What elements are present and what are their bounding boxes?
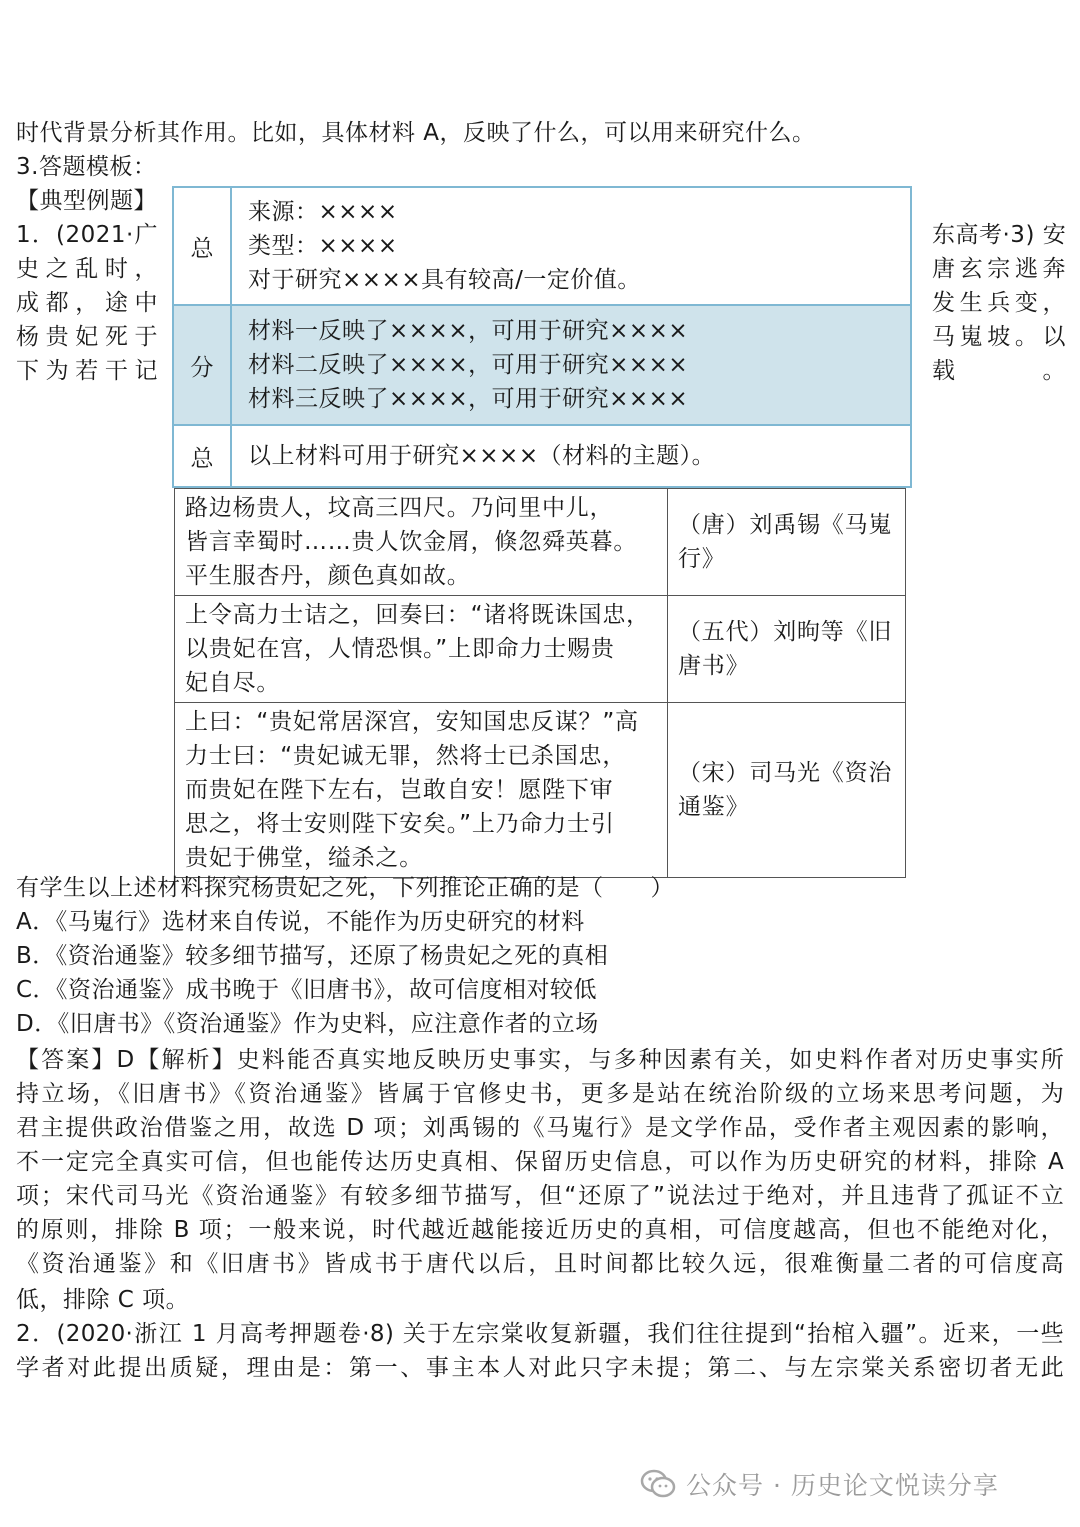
template-line: 来源：××××: [248, 199, 398, 225]
template-row-detail: [172, 304, 912, 426]
sources-table: [174, 488, 906, 878]
template-line: 以上材料可用于研究××××（材料的主题）。: [248, 443, 716, 469]
source-quote: 路边杨贵人，坟高三四尺。乃问里中儿， 皆言幸蜀时……贵人饮金屑，倏忽舜英暮。 平生服杏丹，颜色真如故。: [175, 489, 668, 596]
template-label: 分: [174, 306, 232, 424]
template-label: 总: [174, 188, 232, 304]
source-quote: 上令高力士诘之，回奏曰：“诸将既诛国忠， 以贵妃在宫，人情恐惧。”上即命力士赐贵 妃自尽。: [175, 596, 668, 703]
template-line: 类型：××××: [248, 233, 398, 259]
source-citation: （唐）刘禹锡《马嵬 行》: [668, 489, 906, 596]
answer-line: 【答案】D【解析】史料能否真实地反映历史事实，与多种因素有关，如史料作者对历史事实所: [16, 1047, 1064, 1073]
example-heading: 【典型例题】: [16, 188, 157, 214]
template-line: 材料一反映了××××，可用于研究××××: [248, 318, 689, 344]
watermark: [640, 1462, 999, 1506]
question-1-right-text: 东高考·3) 安 唐玄宗逃奔 发生兵变， 马嵬坡。以 载。: [932, 222, 1067, 384]
template-line: 材料二反映了××××，可用于研究××××: [248, 352, 689, 378]
option-b: B．《资治通鉴》较多细节描写，还原了杨贵妃之死的真相: [16, 943, 609, 969]
template-row-summary-bottom: [172, 424, 912, 488]
wechat-icon: [640, 1469, 676, 1499]
question-2-line: 2．(2020·浙江 1 月高考押题卷·8) 关于左宗棠收复新疆，我们往往提到“抬棺入疆”。近来，一些: [16, 1321, 1064, 1347]
table-row: [175, 703, 906, 878]
question-1-left-text: 1．(2021·广 史之乱时， 成都，途中 杨贵妃死于 下为若干记: [16, 222, 158, 384]
question-2-line: 学者对此提出质疑，理由是：第一、事主本人对此只字未提；第二、与左宗棠关系密切者无此: [16, 1355, 1064, 1381]
source-citation: （五代）刘昫等《旧 唐书》: [668, 596, 906, 703]
answer-line: 低，排除 C 项。: [16, 1287, 190, 1313]
answer-line: 项；宋代司马光《资治通鉴》有较多细节描写，但“还原了”说法过于绝对，并且违背了孤证不立: [16, 1183, 1064, 1209]
intro-line-2: 3.答题模板：: [16, 154, 157, 180]
answer-line: 君主提供政治借鉴之用，故选 D 项；刘禹锡的《马嵬行》是文学作品，受作者主观因素的影响，: [16, 1115, 1064, 1141]
template-line: 材料三反映了××××，可用于研究××××: [248, 386, 689, 412]
template-row-summary-top: [172, 186, 912, 306]
option-c: C．《资治通鉴》成书晚于《旧唐书》，故可信度相对较低: [16, 977, 598, 1003]
option-d: D．《旧唐书》《资治通鉴》作为史料，应注意作者的立场: [16, 1011, 599, 1037]
answer-line: 不一定完全真实可信，但也能传达历史真相、保留历史信息，可以作为历史研究的材料，排除 A: [16, 1149, 1064, 1175]
intro-line-1: 时代背景分析其作用。比如，具体材料 A，反映了什么，可以用来研究什么。: [16, 120, 816, 146]
answer-line: 持立场，《旧唐书》《资治通鉴》皆属于官修史书，更多是站在统治阶级的立场来思考问题，为: [16, 1081, 1064, 1107]
answer-line: 的原则，排除 B 项；一般来说，时代越近越能接近历史的真相，可信度越高，但也不能绝对化，: [16, 1217, 1064, 1243]
watermark-text: 公众号 · 历史论文悦读分享: [686, 1471, 999, 1500]
source-quote: 上曰：“贵妃常居深宫，安知国忠反谋？”高 力士曰：“贵妃诚无罪，然将士已杀国忠， 而贵妃在陛下左右，岂敢自安！愿陛下审 思之，将士安则陛下安矣。”上乃命力士引 贵妃于佛堂，缢杀之。: [175, 703, 668, 878]
option-a: A．《马嵬行》选材来自传说，不能作为历史研究的材料: [16, 909, 585, 935]
question-1-stem: 有学生以上述材料探究杨贵妃之死，下列推论正确的是（ ）: [16, 875, 674, 901]
source-citation: （宋）司马光《资治 通鉴》: [668, 703, 906, 878]
table-row: [175, 489, 906, 596]
table-row: [175, 596, 906, 703]
template-label: 总: [174, 426, 232, 486]
answer-line: 《资治通鉴》和《旧唐书》皆成书于唐代以后，且时间都比较久远，很难衡量二者的可信度高: [16, 1251, 1064, 1277]
template-line: 对于研究××××具有较高/一定价值。: [248, 267, 641, 293]
